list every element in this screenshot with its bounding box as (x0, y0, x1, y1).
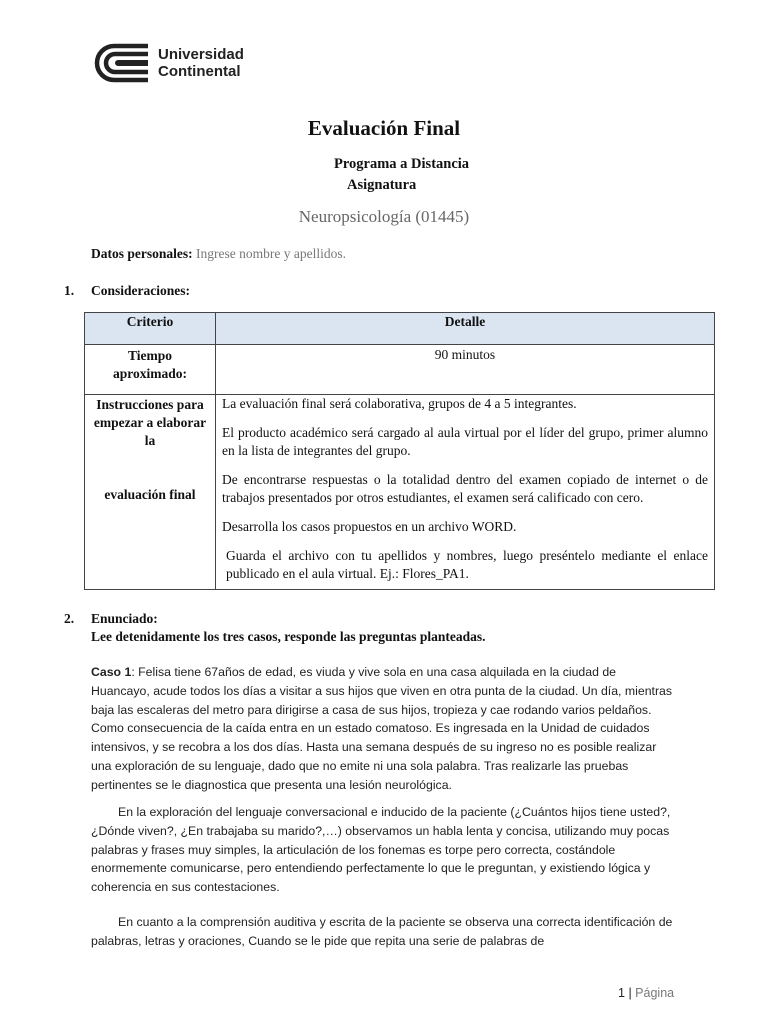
time-label: Tiempo aproximado: (85, 345, 216, 395)
page-separator: | (628, 986, 632, 1000)
section-2-title: Enunciado: (91, 611, 158, 626)
case-1-label: Caso 1 (91, 665, 132, 679)
section-1-title: Consideraciones: (91, 283, 190, 298)
case-1-paragraph-2 (91, 803, 676, 897)
page-label: Página (635, 986, 675, 1000)
case-1-text-3: En cuanto a la comprensión auditiva y escrita de la paciente se observa una correcta identificación de palabras, letras y oraciones, Cuando se le pide que repita una serie de palabras de (91, 915, 673, 948)
instruction-item: La evaluación final será colaborativa, grupos de 4 a 5 integrantes. (222, 396, 577, 411)
instructions-detail (216, 395, 715, 590)
page-number: 1 (618, 986, 625, 1000)
criteria-header: Criterio (85, 313, 216, 345)
section-2-heading (64, 610, 486, 646)
instruction-item: De encontrarse respuestas o la totalidad dentro del examen copiado de internet o de trabajos presentados por otros estudiantes, el examen será calificado con cero. (222, 472, 708, 505)
case-1-paragraph-1 (91, 663, 676, 795)
subject-label: Asignatura (347, 177, 417, 193)
personal-data-label: Datos personales: (91, 246, 193, 261)
criteria-table (84, 312, 715, 590)
logo-line-2: Continental (158, 63, 241, 80)
instructions-label-a: Instrucciones para empezar a elaborar la (93, 397, 207, 448)
case-1-text-2: En la exploración del lenguaje conversacional e inducido de la paciente (¿Cuántos hijos tiene usted?, ¿Dónde viven?, ¿En trabajaba su marido?,…) observamos un habla lenta y concisa, utilizando muy pocas palabras y frases muy simples, la articulación de los fonemas es torpe pero correcta, costándole enormemente comunicarse, pero entendiendo perfectamente lo que le preguntan, y existiendo lógica y coherencia en sus contestaciones. (91, 805, 671, 895)
page-footer (618, 986, 674, 1000)
instruction-item: Desarrolla los casos propuestos en un archivo WORD. (222, 519, 517, 534)
document-title: Evaluación Final (307, 116, 461, 140)
case-1-text: : Felisa tiene 67años de edad, es viuda y vive sola en una casa alquilada en la ciudad de Huancayo, acude todos los días a visitar a sus hijos que viven en otra punta de la ciudad. Un día, mientras baja las escaleras del metro para dirigirse a casa de sus hijos, tropieza y cae rodando varios peldaños. Como consecuencia de la caída entra en un estado comatoso. Es ingresada en la Unidad de cuidados intensivos, y se recobra a los dos días. Hasta una semana después de su ingreso no es posible realizar una exploración de su lenguaje, dado que no emite ni una sola palabra. Tras realizarle las pruebas pertinentes se le diagnostica que presenta una lesión neurológica. (91, 665, 673, 792)
section-2-number: 2. (64, 611, 75, 626)
time-value: 90 minutos (216, 345, 715, 395)
name-input-placeholder[interactable]: Ingrese nombre y apellidos. (196, 246, 346, 261)
table-row (85, 345, 715, 395)
detail-header: Detalle (216, 313, 715, 345)
instructions-label-b: evaluación final (104, 487, 196, 502)
section-1-heading (64, 283, 190, 299)
instruction-item: El producto académico será cargado al aula virtual por el líder del grupo, primer alumno en la lista de integrantes del grupo. (222, 425, 708, 458)
instruction-item: Guarda el archivo con tu apellidos y nombres, luego preséntelo mediante el enlace publicado en el aula virtual. Ej.: Flores_PA1. (226, 548, 708, 581)
section-1-number: 1. (64, 283, 75, 298)
university-logo-icon (92, 42, 150, 84)
instructions-label (85, 395, 216, 590)
university-logo (92, 42, 244, 84)
program-label: Programa a Distancia (334, 156, 470, 172)
personal-data-line (91, 246, 346, 262)
case-1-paragraph-3 (91, 913, 676, 951)
section-2-subtitle: Lee detenidamente los tres casos, responde las preguntas planteadas. (91, 629, 486, 644)
table-row (85, 395, 715, 590)
logo-line-1: Universidad (158, 46, 244, 63)
course-name: Neuropsicología (01445) (298, 207, 470, 226)
